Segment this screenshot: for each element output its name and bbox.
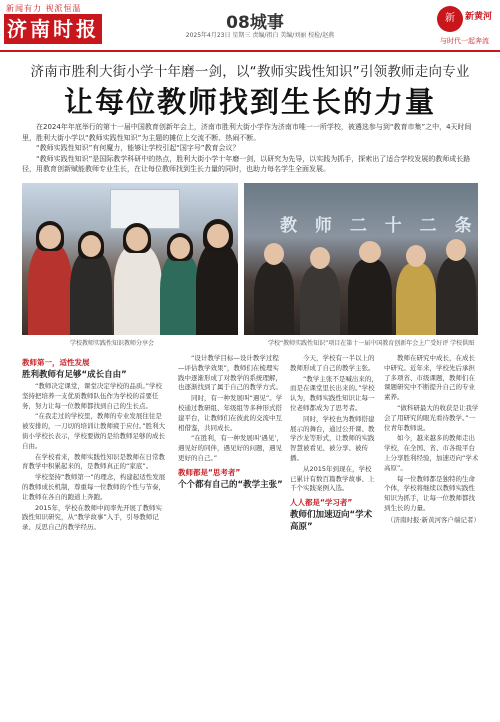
section-subtitle-2: 个个都有自己的“教学主张” xyxy=(178,479,283,490)
body-paragraph: 从2015年到现在，学校已累计有数百篇教学故事、上千个实践案例入选。 xyxy=(290,464,375,493)
masthead-divider xyxy=(0,50,500,52)
section-title-3: 人人都是“学习者” xyxy=(290,498,353,508)
photo-education-fair xyxy=(244,183,478,335)
masthead xyxy=(0,0,500,52)
lead-paragraph: “教师实践性知识”有何魔力，能够让学校引起“国字号”教育会议？ xyxy=(36,144,240,153)
body-paragraph: 同时，学校也为教师搭建展示的舞台，通过公开课、教学沙龙等形式，让教师的实践智慧被看见、被分享、被传播。 xyxy=(290,414,375,462)
newspaper-logo: 济南时报 xyxy=(4,14,102,44)
body-paragraph: 学校坚持“教师第一”的理念，构建起适性发展的教师成长机制，尊重每一位教师的个性与节奏，让教师在各自的跑道上奔跑。 xyxy=(22,473,166,501)
section-title: 08城事 xyxy=(226,13,284,33)
section-subtitle-3: 教师们加速迈向“学术高原” xyxy=(290,510,373,533)
article-column-4 xyxy=(384,354,480,527)
body-paragraph: “教学主张不是喊出来的，而是在课堂里长出来的。”学校认为，教师实践性知识让每一位老师都成为了思考者。 xyxy=(290,374,378,412)
body-paragraph: 如今，越来越多的教师走出学校，在全国、省、市各级平台上分享胜利经验，加速迈向“学术高原”。 xyxy=(384,434,479,472)
app-slogan: 与时代一起奔流 xyxy=(440,37,489,45)
body-paragraph: 每一位教师都是独特的生命个体，学校将继续以教师实践性知识为抓手，让每一位教师都找到生长的力量。 xyxy=(384,474,475,512)
lead-paragraph: “教师实践性知识”是国际教学科研中的热点，胜利大街小学十年磨一剑，以研究为先导，以实践为抓手，探索出了适合学校发展的教师成长路径，用教育创新赋能教师专业生长，在让每位教师找到生长力量的同时，也助力每名学生全面发展。 xyxy=(22,154,471,174)
article-column-2 xyxy=(178,354,284,492)
app-logo-icon: 新 xyxy=(437,6,463,32)
body-paragraph: 教师在研究中成长，在成长中研究。近年来，学校先后承担了多项省、市级课题，教师们在课题研究中不断提升自己的专业素养。 xyxy=(384,354,475,402)
photo-caption-left: 学校教师实践性知识教师分享会 xyxy=(70,340,155,347)
article-headline: 让每位教师找到生长的力量 xyxy=(63,85,436,119)
booth-banner-text: 教 师 二 十 二 条 xyxy=(280,216,478,236)
photo-caption-right: 学校“教师实践性知识”项目在第十一届中国教育创新年会上广受好评 学校供图 xyxy=(268,340,475,347)
app-brand: 新黄河 xyxy=(465,12,493,22)
brand-slogan: 新闻有力 视派恒温 xyxy=(6,4,82,13)
dateline: 2025年4月23日 星期三 责编/祖白 美编/刘丽 校检/赵燕 xyxy=(185,32,335,39)
body-paragraph: 同时，有一种发展叫“遇见”。学校通过教研组、年级组等多种形式搭建平台，让教师们在彼此的交流中互相借鉴，共同成长。 xyxy=(178,394,283,432)
poster xyxy=(110,189,180,229)
section-title-2: 教师都是“思考者” xyxy=(178,467,241,477)
body-paragraph: 2015年，学校在教师中间率先开展了教师实践性知识研究，从“教学故事”入手，引导教师记录、反思自己的教学经历。 xyxy=(22,503,163,532)
section-title-1: 教师第一，适性发展 xyxy=(22,358,90,367)
reporter-credit: （济南时报·新黄河客户端记者） xyxy=(386,515,480,524)
photo-teacher-sharing xyxy=(22,183,238,335)
body-paragraph: 在学校看来，教师实践性知识是教师在日常教育教学中积累起来的，是教师真正的“家底”。 xyxy=(22,452,165,471)
article-column-1 xyxy=(22,354,166,534)
section-subtitle-1: 胜利教师有足够“成长自由” xyxy=(22,370,127,380)
article-column-3 xyxy=(290,354,378,534)
body-paragraph: “教师决定课堂，课堂决定学校的品质。”学校坚持把培养一支优质教师队伍作为学校的首要任务，努力让每一位教师都找到自己的生长点。 xyxy=(22,382,162,410)
article-lead xyxy=(22,122,478,175)
body-paragraph: “在胜利，有一种发展叫‘遇见’，遇见好的同伴，遇见好的问题，遇见更好的自己。” xyxy=(178,434,283,462)
body-paragraph: “做科研最大的收获是让我学会了用研究的眼光看待教学。”一位青年教师说。 xyxy=(384,403,479,432)
body-paragraph: “在我走过的学校里，教师的专业发展往往是被安排的，一刀切的培训让教师疲于应付。”胜利大街小学校长表示，学校要做的是给教师足够的成长自由。 xyxy=(22,412,166,450)
article-subheadline: 济南市胜利大街小学十年磨一剑，以“教师实践性知识”引领教师走向专业 xyxy=(30,64,470,80)
body-paragraph: 今天，学校有一半以上的教师形成了自己的教学主张。 xyxy=(290,354,375,372)
body-paragraph: “设计教学目标—设计教学过程—评估教学效果”，教师们在梳理实践中逐渐形成了对教学的系统理解，也逐渐找到了属于自己的教学方式。 xyxy=(178,354,282,392)
lead-paragraph: 在2024年年底举行的第十一届中国教育创新年会上，济南市胜利大街小学作为济南市唯一一所学校，被遴选参与到“教育市集”之中，4天时间里，胜利大街小学以“教师实践性知识”为主题的摊位上交流不断、热闹不断。 xyxy=(22,123,472,142)
